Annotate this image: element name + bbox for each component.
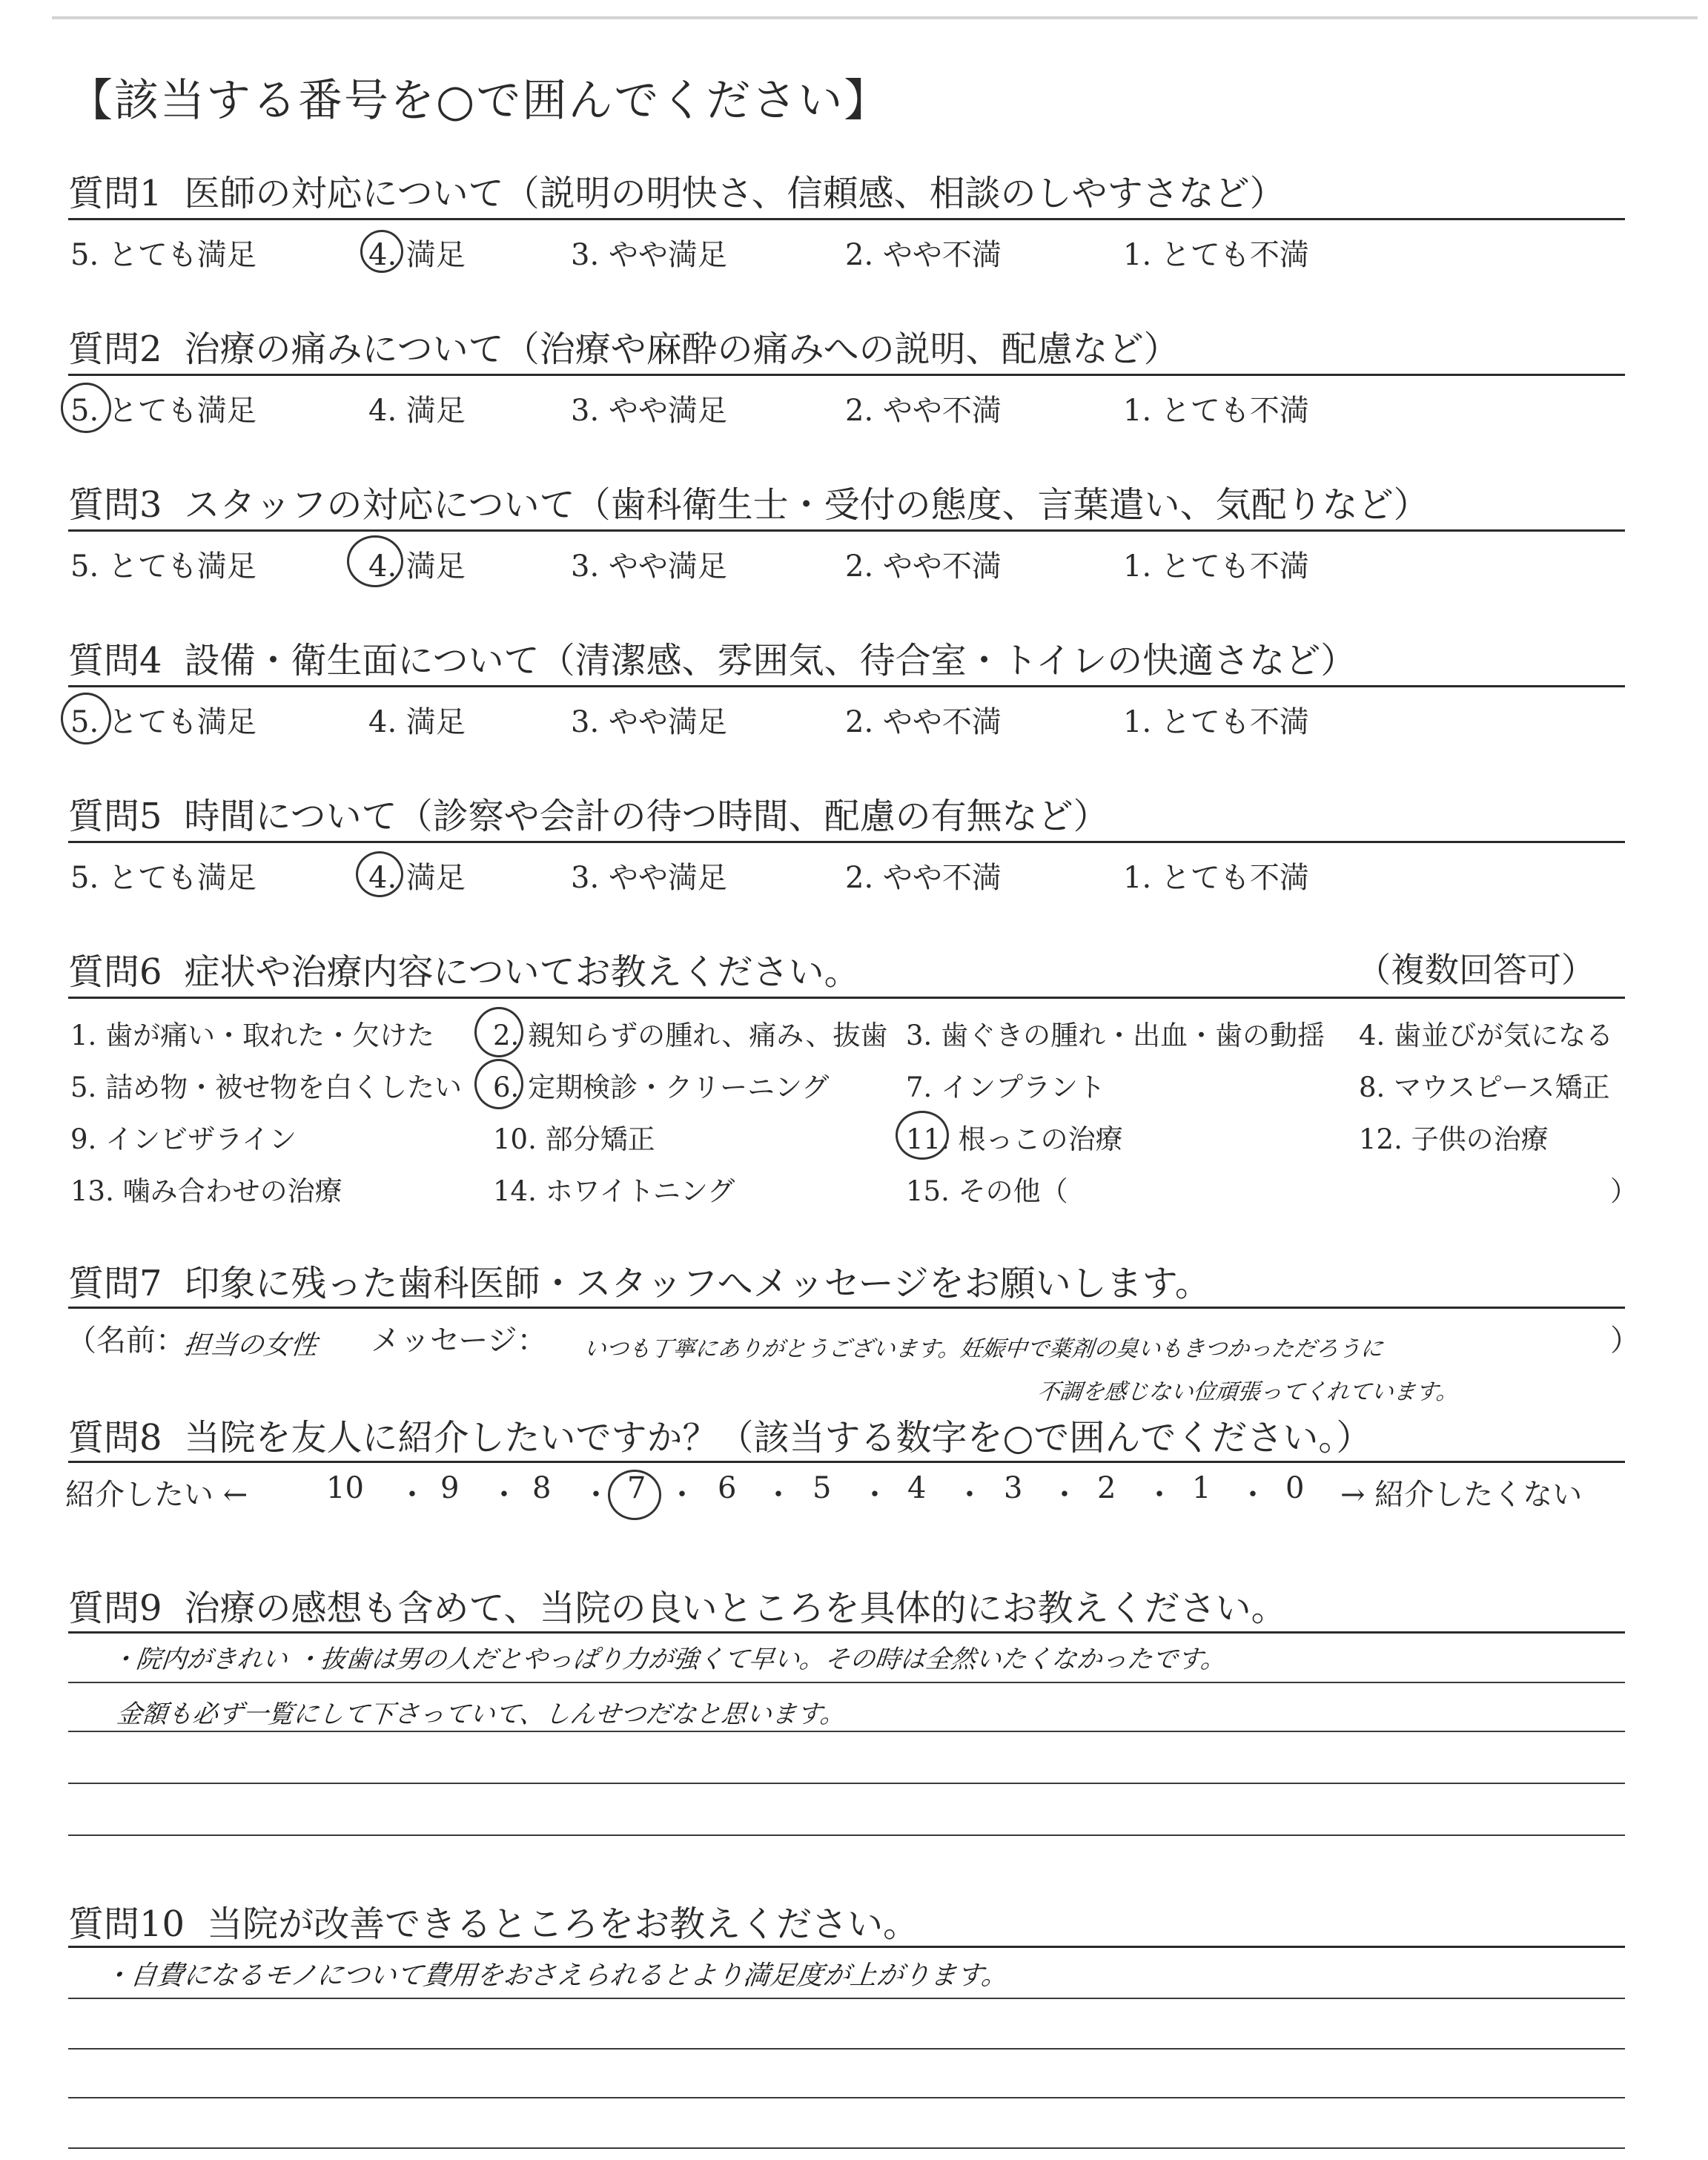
answer-line — [68, 1998, 1625, 1999]
answer-line — [68, 2147, 1625, 2149]
option-3[interactable]: 3. やや満足 — [571, 549, 727, 584]
question-1-heading — [68, 165, 1285, 216]
scale-separator: ・ — [860, 1478, 890, 1512]
q6-item-12[interactable]: 12. 子供の治療 — [1359, 1123, 1549, 1155]
question-5-rule — [68, 841, 1625, 843]
question-9-heading — [68, 1579, 1287, 1631]
option-5[interactable]: 5. とても満足 — [70, 238, 256, 272]
question-8-heading — [68, 1409, 1371, 1460]
option-1[interactable]: 1. とても不満 — [1123, 861, 1309, 895]
q6-item-3[interactable]: 3. 歯ぐきの腫れ・出血・歯の動揺 — [906, 1020, 1325, 1051]
answer-line — [68, 1783, 1625, 1784]
selection-circle — [356, 851, 403, 897]
message-line-1[interactable]: いつも丁寧にありがとうございます。妊娠中で薬剤の臭いもきつかっただろうに — [582, 1336, 1385, 1362]
multiple-answers-note: （複数回答可） — [1357, 950, 1595, 990]
question-text: 治療の感想も含めて、当院の良いところを具体的にお教えください。 — [184, 1588, 1287, 1629]
option-2[interactable]: 2. やや不満 — [845, 861, 1002, 895]
selection-circle — [61, 383, 111, 433]
answer-line — [68, 2097, 1625, 2098]
question-text: 症状や治療内容についてお教えください。 — [184, 951, 860, 993]
q6-item-1[interactable]: 1. 歯が痛い・取れた・欠けた — [70, 1020, 435, 1051]
question-10-heading — [68, 1895, 918, 1946]
question-number: 質問6 — [68, 951, 162, 993]
scale-separator: ・ — [1050, 1478, 1079, 1512]
question-text: 当院が改善できるところをお教えください。 — [207, 1903, 919, 1945]
message-close: ） — [1610, 1324, 1640, 1358]
option-3[interactable]: 3. やや満足 — [571, 394, 727, 428]
question-10-rule — [68, 1946, 1625, 1948]
question-3-heading — [68, 476, 1429, 527]
name-value[interactable]: 担当の女性 — [182, 1330, 319, 1361]
scale-separator: ・ — [581, 1478, 611, 1512]
q6-item-15[interactable]: 15. その他（ — [906, 1175, 1068, 1207]
scale-left-label: 紹介したい ← — [65, 1478, 248, 1512]
question-7-rule — [68, 1307, 1625, 1309]
option-5[interactable]: 5. とても満足 — [70, 861, 256, 895]
option-3[interactable]: 3. やや満足 — [571, 861, 727, 895]
option-2[interactable]: 2. やや不満 — [845, 238, 1002, 272]
scale-separator: ・ — [667, 1478, 697, 1512]
q6-item-4[interactable]: 4. 歯並びが気になる — [1359, 1020, 1614, 1051]
q6-item-15-close: ） — [1610, 1175, 1638, 1207]
q6-item-2[interactable]: 2. 親知らずの腫れ、痛み、抜歯 — [493, 1020, 888, 1051]
question-8-rule — [68, 1461, 1625, 1463]
page-title: 【該当する番号を○で囲んでください】 — [68, 75, 890, 127]
q9-answer-line-2[interactable]: 金額も必ず一覧にして下さっていて、しんせつだなと思います。 — [115, 1700, 847, 1729]
question-7-heading — [68, 1255, 1211, 1306]
question-9-rule — [68, 1631, 1625, 1634]
question-number: 質問7 — [68, 1263, 162, 1304]
question-number: 質問5 — [68, 796, 162, 837]
option-5[interactable]: 5. とても満足 — [70, 705, 256, 739]
option-2[interactable]: 2. やや不満 — [845, 705, 1002, 739]
question-4-heading — [68, 632, 1356, 683]
referral-scale — [65, 1471, 248, 1513]
answer-line — [68, 1834, 1625, 1836]
option-1[interactable]: 1. とても不満 — [1123, 705, 1309, 739]
q6-item-14[interactable]: 14. ホワイトニング — [493, 1175, 735, 1207]
option-4[interactable]: 4. 満足 — [368, 549, 466, 584]
selection-circle — [474, 1007, 523, 1057]
question-text: 治療の痛みについて（治療や麻酔の痛みへの説明、配慮など） — [184, 328, 1179, 370]
scale-4[interactable]: 4 — [907, 1471, 927, 1505]
question-number: 質問1 — [68, 173, 162, 214]
q6-item-6[interactable]: 6. 定期検診・クリーニング — [493, 1071, 830, 1103]
q6-item-10[interactable]: 10. 部分矯正 — [493, 1123, 655, 1155]
question-text: 印象に残った歯科医師・スタッフへメッセージをお願いします。 — [184, 1263, 1211, 1304]
name-label: （名前： — [67, 1324, 185, 1358]
scale-separator: ・ — [489, 1478, 519, 1512]
option-1[interactable]: 1. とても不満 — [1123, 238, 1309, 272]
q6-item-7[interactable]: 7. インプラント — [906, 1071, 1106, 1103]
question-text: 時間について（診察や会計の待つ時間、配慮の有無など） — [184, 796, 1109, 837]
q10-answer-line-1[interactable]: ・自費になるモノについて費用をおさえられるとより満足度が上がります。 — [102, 1961, 1010, 1991]
option-1[interactable]: 1. とても不満 — [1123, 394, 1309, 428]
question-number: 質問4 — [68, 640, 162, 681]
q6-item-8[interactable]: 8. マウスピース矯正 — [1359, 1071, 1610, 1103]
question-number: 質問10 — [68, 1903, 185, 1945]
option-1[interactable]: 1. とても不満 — [1123, 549, 1309, 584]
option-4[interactable]: 4. 満足 — [368, 861, 466, 895]
q6-item-9[interactable]: 9. インビザライン — [70, 1123, 297, 1155]
option-3[interactable]: 3. やや満足 — [571, 705, 727, 739]
scale-right-label: → 紹介したくない — [1340, 1478, 1583, 1512]
option-4[interactable]: 4. 満足 — [368, 238, 466, 272]
question-text: スタッフの対応について（歯科衛生士・受付の態度、言葉遣い、気配りなど） — [184, 484, 1429, 526]
option-5[interactable]: 5. とても満足 — [70, 549, 256, 584]
q9-answer-line-1[interactable]: ・院内がきれい ・抜歯は男の人だとやっぱり力が強くて早い。その時は全然いたくなかったです。 — [109, 1645, 1228, 1674]
question-1-rule — [68, 218, 1625, 220]
selection-circle — [896, 1111, 949, 1160]
scale-8[interactable]: 8 — [532, 1471, 552, 1505]
scale-6[interactable]: 6 — [718, 1471, 737, 1505]
scale-separator: ・ — [397, 1478, 427, 1512]
option-4[interactable]: 4. 満足 — [368, 394, 466, 428]
scale-5[interactable]: 5 — [812, 1471, 832, 1505]
answer-line — [68, 1682, 1625, 1683]
scale-2[interactable]: 2 — [1097, 1471, 1116, 1505]
scale-separator: ・ — [1238, 1478, 1268, 1512]
question-number: 質問9 — [68, 1588, 162, 1629]
message-label: メッセージ： — [371, 1324, 547, 1358]
selection-circle — [360, 230, 403, 273]
option-2[interactable]: 2. やや不満 — [845, 549, 1002, 584]
scale-9[interactable]: 9 — [440, 1471, 460, 1505]
q6-item-13[interactable]: 13. 噛み合わせの治療 — [70, 1175, 342, 1207]
q6-item-11[interactable]: 11. 根っこの治療 — [906, 1123, 1123, 1155]
scale-separator: ・ — [955, 1478, 984, 1512]
scale-10[interactable]: 10 — [326, 1471, 364, 1505]
option-4[interactable]: 4. 満足 — [368, 705, 466, 739]
question-6-heading — [68, 943, 860, 994]
question-number: 質問8 — [68, 1417, 162, 1459]
option-3[interactable]: 3. やや満足 — [571, 238, 727, 272]
q6-item-5[interactable]: 5. 詰め物・被せ物を白くしたい — [70, 1071, 463, 1103]
option-2[interactable]: 2. やや不満 — [845, 394, 1002, 428]
scale-1[interactable]: 1 — [1192, 1471, 1211, 1505]
question-2-heading — [68, 320, 1179, 371]
scale-7[interactable]: 7 — [627, 1471, 646, 1505]
scale-3[interactable]: 3 — [1004, 1471, 1023, 1505]
option-5[interactable]: 5. とても満足 — [70, 394, 256, 428]
scale-separator: ・ — [1145, 1478, 1174, 1512]
question-text: 設備・衛生面について（清潔感、雰囲気、待合室・トイレの快適さなど） — [184, 640, 1357, 681]
message-line-2[interactable]: 不調を感じない位頑張ってくれています。 — [1036, 1379, 1460, 1405]
question-5-heading — [68, 787, 1109, 839]
question-6-rule — [68, 997, 1625, 999]
scale-separator: ・ — [764, 1478, 793, 1512]
answer-line — [68, 1731, 1625, 1732]
top-border — [52, 16, 1698, 19]
question-text: 当院を友人に紹介したいですか？（該当する数字を○で囲んでください。） — [184, 1417, 1372, 1459]
selection-circle — [608, 1470, 661, 1520]
selection-circle — [347, 535, 403, 587]
question-3-rule — [68, 529, 1625, 532]
question-4-rule — [68, 685, 1625, 687]
question-number: 質問2 — [68, 328, 162, 370]
scale-0[interactable]: 0 — [1285, 1471, 1305, 1505]
question-2-rule — [68, 374, 1625, 376]
question-text: 医師の対応について（説明の明快さ、信頼感、相談のしやすさなど） — [184, 173, 1285, 214]
question-number: 質問3 — [68, 484, 162, 526]
selection-circle — [61, 693, 111, 744]
selection-circle — [474, 1059, 523, 1109]
answer-line — [68, 2048, 1625, 2050]
